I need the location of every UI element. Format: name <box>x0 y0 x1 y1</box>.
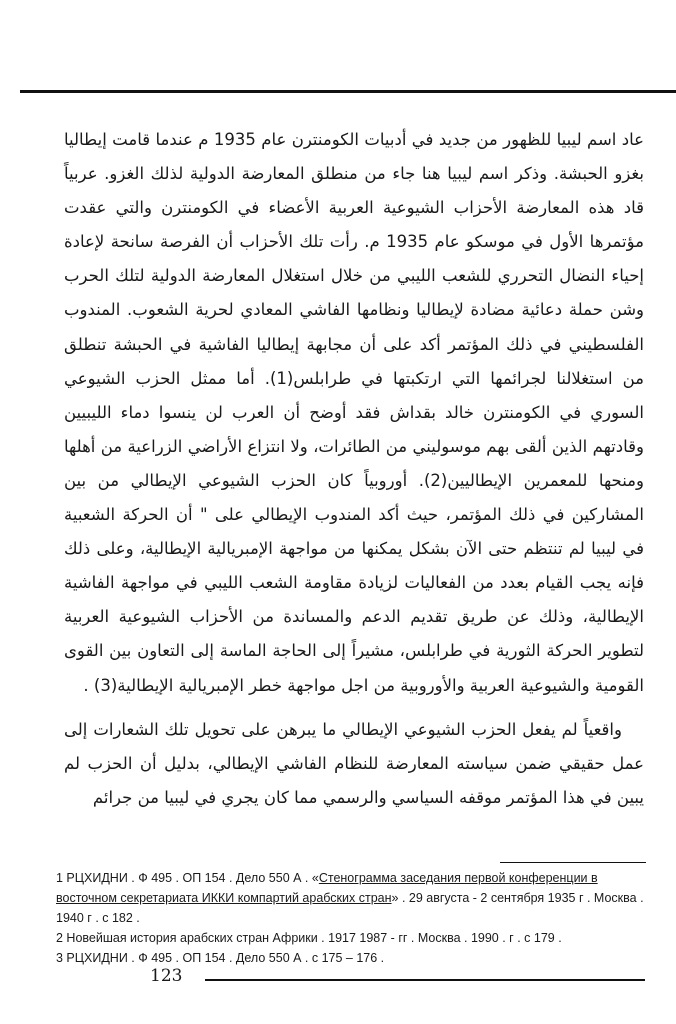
footnote-1-title: Стенограмма заседания первой конференции в восточном секретариата ИККИ компартий арабских стран <box>56 871 598 905</box>
footnote-1-suffix: » . 29 августа - 2 сентября 1935 г . Москва . 1940 г . с 182 . <box>56 891 644 925</box>
header-rule <box>20 90 676 93</box>
footnotes <box>56 868 646 968</box>
paragraph-2: واقعياً لم يفعل الحزب الشيوعي الإيطالي ما يبرهن على تحويل تلك الشعارات إلى عمل حقيقي ضمن سياسته المعارضة للنظام الفاشي الإيطالي، بدليل أن الحزب لم يبين في هذا المؤتمر موقفه السياسي والرسمي مما كان يجري في ليبيا من جرائم <box>64 719 644 807</box>
page-number-rule <box>205 979 645 981</box>
page-number: 123 <box>150 966 183 986</box>
body-text <box>64 123 644 815</box>
footnote-1 <box>56 868 646 928</box>
footnote-2: 2 Новейшая история арабских стран Африки . 1917 1987 - гг . Москва . 1990 . г . с 179 . <box>56 931 562 945</box>
paragraph-1: عاد اسم ليبيا للظهور من جديد في أدبيات الكومنترن عام 1935 م عندما قامت إيطاليا بغزو الحبشة. وذكر اسم ليبيا هنا جاء من منطلق المعارضة الدولية لذلك الغزو. عربياً قاد هذه المعارضة الأحزاب الشيوعية العربية الأعضاء في الكومنترن والتي عقدت مؤتمرها الأول في موسكو عام 1935 م. رأت تلك الأحزاب أن الفرصة سانحة لإعادة إحياء النضال التحرري للشعب الليبي من خلال استغلال المعارضة الدولية لتلك الحرب وشن حملة دعائية مضادة لإيطاليا ونظامها الفاشي المعادي لحرية الشعوب. المندوب الفلسطيني في ذلك المؤتمر أكد على أن مجابهة إيطاليا الفاشية في الحبشة تنطلق من استغلالنا لجرائمها التي ارتكبتها في طرابلس(1). أما ممثل الحزب الشيوعي السوري في الكومنترن خالد بقداش فقد أوضح أن العرب لن ينسوا دماء الليبيين وقادتهم الذين ألقى بهم موسوليني من الطائرات، ولا انتزاع الأراضي الزراعية من أهلها ومنحها للمعمرين الإيطاليين(2). أوروبياً كان الحزب الشيوعي الإيطالي من بين المشاركين في ذلك المؤتمر، حيث أكد المندوب الإيطالي على " أن الحركة الشعبية في ليبيا لم تنتظم حتى الآن بشكل يمكنها من مواجهة الإمبريالية الإيطالية، وعلى ذلك فإنه يجب القيام بعدد من الفعاليات لزيادة مقاومة الشعب الليبي في مواجهة الفاشية الإيطالية، وذلك عن طريق تقديم الدعم والمساندة من الأحزاب الشيوعية العربية لتطوير الحركة الثورية في طرابلس، مشيراً إلى الحاجة الماسة إلى التعاون بين القوى القومية والشيوعية العربية والأوروبية من اجل مواجهة خطر الإمبريالية الإيطالية(3) . <box>64 130 645 695</box>
footnote-3: 3 РЦХИДНИ . Ф 495 . ОП 154 . Дело 550 А . с 175 – 176 . <box>56 951 385 965</box>
footnote-1-prefix: 1 РЦХИДНИ . Ф 495 . ОП 154 . Дело 550 А . « <box>56 871 319 885</box>
footnote-rule <box>500 862 646 863</box>
